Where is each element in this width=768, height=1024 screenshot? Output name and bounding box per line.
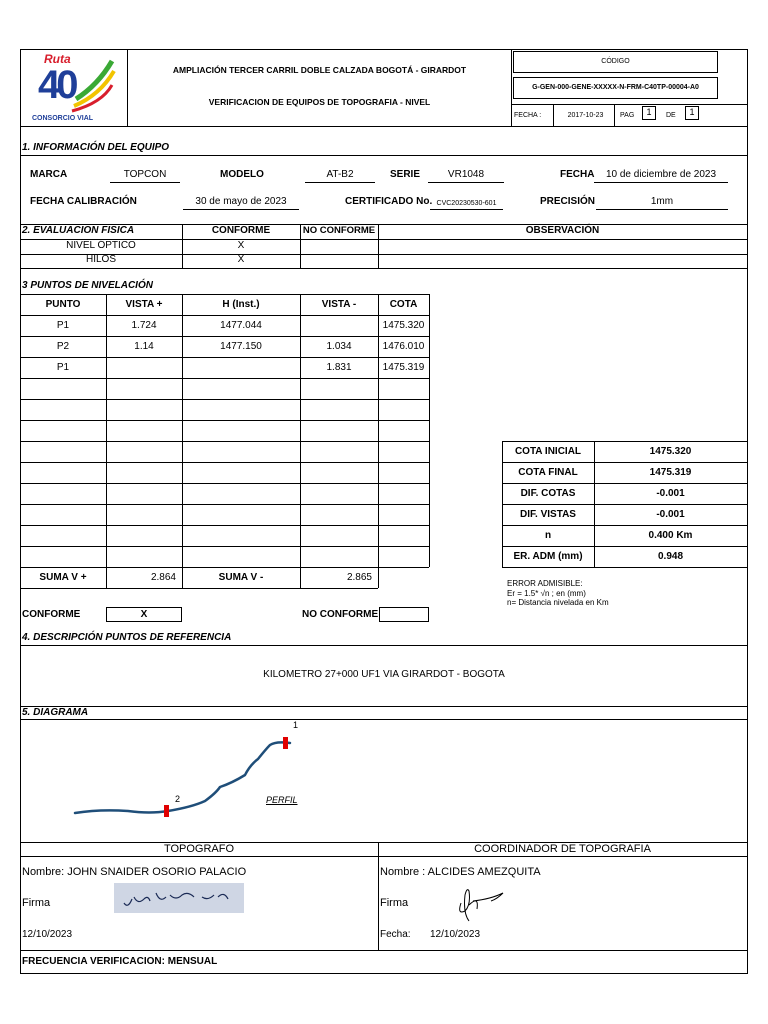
marca-label: MARCA [30, 169, 68, 180]
eval-item-hilos: HILOS [85, 254, 116, 265]
suma-v-neg-label: SUMA V - [218, 572, 264, 583]
fecha-label: FECHA [560, 169, 595, 180]
summary-label-er-adm: ER. ADM (mm) [513, 551, 583, 562]
pag-label: PAG [620, 112, 635, 119]
summary-value-n: 0.400 Km [648, 530, 693, 541]
profile-line [75, 742, 290, 813]
certificado-value: CVC20230530-601 [430, 200, 503, 210]
col-conforme-header: CONFORME [211, 225, 271, 236]
conforme-mark: X [140, 609, 148, 620]
summary-label-cota-inicial: COTA INICIAL [514, 446, 582, 457]
cell-r1-cota: 1475.320 [382, 320, 425, 331]
document-title: AMPLIACIÓN TERCER CARRIL DOBLE CALZADA BOGOTÁ - GIRARDOT [172, 65, 467, 75]
logo-number: 40 [38, 63, 75, 107]
summary-value-dif-vistas: -0.001 [656, 509, 685, 520]
marker-point-1 [283, 737, 288, 749]
coordinador-date: 12/10/2023 [430, 929, 481, 940]
topografo-name: Nombre: JOHN SNAIDER OSORIO PALACIO [22, 866, 247, 878]
eval-conforme-nivel-optico: X [237, 240, 245, 251]
diagram-point-2-label: 2 [175, 794, 181, 804]
col-cota-header: COTA [389, 299, 418, 310]
col-h-inst-header: H (Inst.) [222, 299, 260, 310]
summary-label-n: n [544, 530, 552, 541]
cell-r2-vista-neg: 1.034 [326, 341, 352, 352]
section4-title: 4. DESCRIPCIÓN PUNTOS DE REFERENCIA [22, 632, 232, 643]
diagram-profile [0, 715, 768, 845]
de-value: 1 [689, 107, 695, 117]
logo-consorcio-text: CONSORCIO VIAL [32, 115, 94, 122]
de-label: DE [666, 112, 676, 119]
eval-conforme-hilos: X [237, 254, 245, 265]
cell-r1-h-inst: 1477.044 [220, 320, 262, 331]
summary-value-er-adm: 0.948 [657, 551, 684, 562]
col-vista-pos-header: VISTA + [125, 299, 163, 310]
codigo-label: CÓDIGO [601, 58, 630, 65]
modelo-label: MODELO [220, 169, 264, 180]
cell-r1-punto: P1 [56, 320, 70, 331]
coordinador-title: COORDINADOR DE TOPOGRAFIA [474, 843, 651, 855]
reference-description: KILOMETRO 27+000 UF1 VIA GIRARDOT - BOGOTA [263, 669, 505, 680]
cell-r2-cota: 1476.010 [382, 341, 425, 352]
cell-r3-punto: P1 [56, 362, 70, 373]
cell-r1-vista-pos: 1.724 [131, 320, 157, 331]
summary-label-dif-vistas: DIF. VISTAS [520, 509, 576, 520]
logo-swoosh-icon [28, 51, 123, 125]
diagram-point-1-label: 1 [293, 720, 299, 730]
conforme-label: CONFORME [22, 609, 81, 620]
error-note-title: ERROR ADMISIBLE: [507, 579, 583, 588]
document-subtitle: VERIFICACION DE EQUIPOS DE TOPOGRAFIA - NIVEL [208, 97, 431, 107]
summary-label-dif-cotas: DIF. COTAS [520, 488, 576, 499]
summary-value-dif-cotas: -0.001 [656, 488, 685, 499]
col-noconforme-header: NO CONFORME [302, 225, 376, 236]
section1-title: 1. INFORMACIÓN DEL EQUIPO [22, 142, 170, 153]
topografo-date: 12/10/2023 [22, 929, 73, 940]
col-observacion-header: OBSERVACIÓN [525, 225, 600, 236]
summary-value-cota-final: 1475.319 [649, 467, 692, 478]
fecha-doc-label: FECHA : [514, 112, 542, 119]
cell-r3-vista-neg: 1.831 [326, 362, 352, 373]
serie-label: SERIE [390, 169, 421, 180]
topografo-signature-image [114, 883, 244, 913]
cell-r3-cota: 1475.319 [382, 362, 425, 373]
precision-value: 1mm [596, 197, 728, 210]
diagram-perfil-label: PERFIL [266, 795, 298, 805]
section5-title: 5. DIAGRAMA [22, 707, 89, 718]
cell-r2-punto: P2 [56, 341, 70, 352]
pag-value: 1 [646, 107, 652, 117]
certificado-label: CERTIFICADO No. [345, 196, 433, 207]
fecha-doc-value: 2017-10-23 [567, 112, 604, 119]
frecuencia-verificacion: FRECUENCIA VERIFICACION: MENSUAL [22, 956, 218, 967]
topografo-title: TOPOGRAFO [163, 843, 235, 855]
section2-title: 2. EVALUACION FISICA [22, 225, 135, 236]
topografo-firma-label: Firma [22, 897, 51, 909]
col-punto-header: PUNTO [45, 299, 81, 310]
marker-point-2 [164, 805, 169, 817]
suma-v-neg-value: 2.865 [346, 572, 372, 583]
logo-ruta-text: Ruta [44, 52, 71, 66]
cell-r2-h-inst: 1477.150 [220, 341, 262, 352]
codigo-value: G-GEN-000-GENE-XXXXX-N-FRM-C40TP-00004-A0 [532, 84, 699, 91]
suma-v-pos-label: SUMA V + [39, 572, 87, 583]
error-note-n: n= Distancia nivelada en Km [507, 598, 609, 607]
error-note-formula: Er = 1.5* √n ; en (mm) [507, 589, 586, 598]
coordinador-firma-label: Firma [380, 897, 409, 909]
eval-item-nivel-optico: NIVEL ÓPTICO [66, 240, 136, 251]
fecha-value: 10 de diciembre de 2023 [594, 170, 728, 183]
summary-label-cota-final: COTA FINAL [518, 467, 578, 478]
noconforme-checkbox[interactable] [379, 607, 429, 622]
fecha-calibracion-label: FECHA CALIBRACIÓN [30, 196, 137, 207]
section3-title: 3 PUNTOS DE NIVELACIÓN [22, 280, 153, 291]
precision-label: PRECISIÓN [540, 196, 596, 207]
col-vista-neg-header: VISTA - [321, 299, 357, 310]
serie-value: VR1048 [428, 170, 504, 183]
summary-value-cota-inicial: 1475.320 [649, 446, 692, 457]
coordinador-signature-image [455, 885, 515, 925]
cell-r2-vista-pos: 1.14 [134, 341, 154, 352]
logo [28, 51, 123, 125]
marca-value: TOPCON [110, 170, 180, 183]
suma-v-pos-value: 2.864 [150, 572, 176, 583]
modelo-value: AT-B2 [305, 170, 375, 183]
coordinador-name: Nombre : ALCIDES AMEZQUITA [380, 866, 541, 878]
noconforme-label: NO CONFORME [302, 609, 379, 620]
coordinador-fecha-label: Fecha: [380, 929, 411, 940]
fecha-calibracion-value: 30 de mayo de 2023 [183, 197, 299, 210]
